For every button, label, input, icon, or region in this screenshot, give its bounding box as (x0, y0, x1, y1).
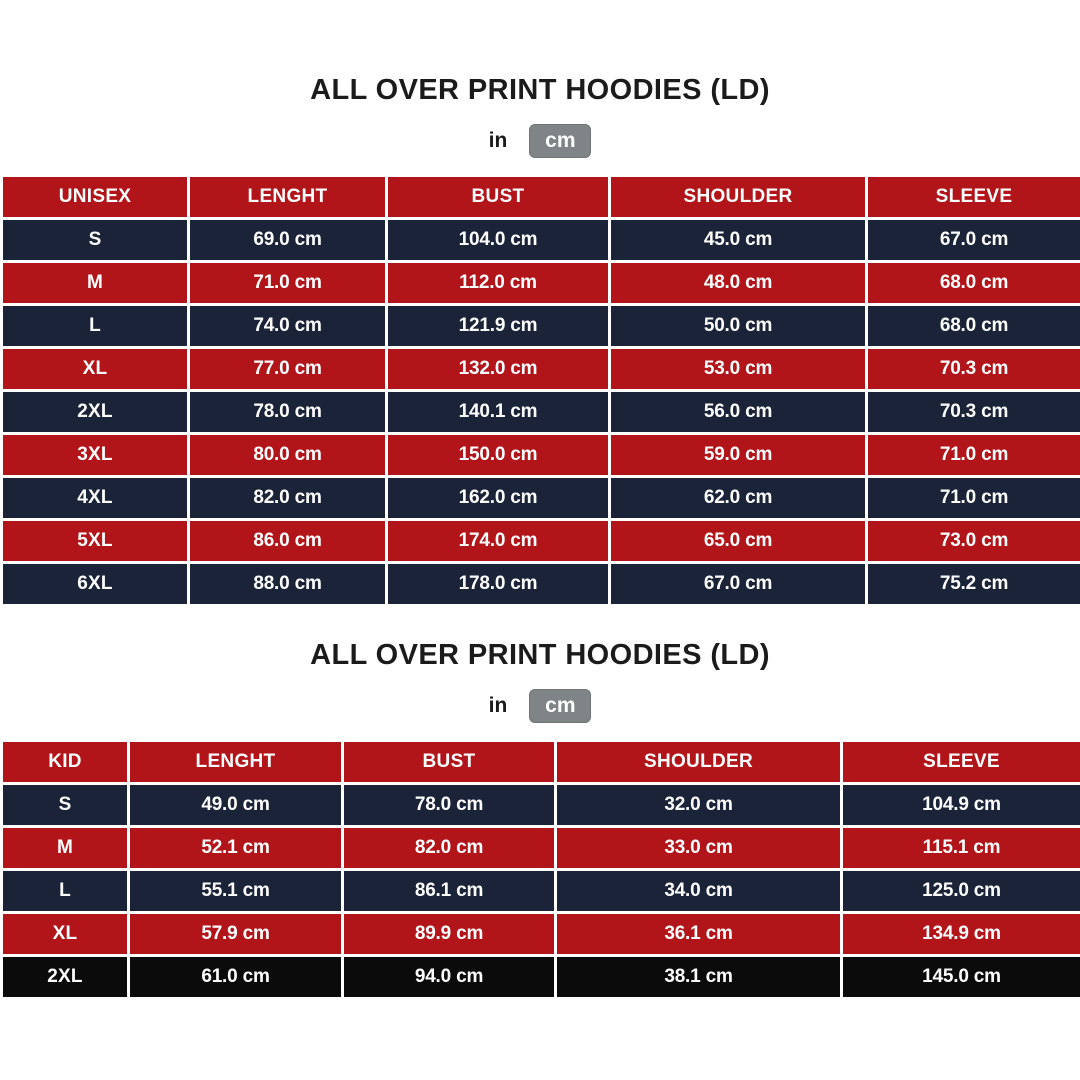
unit-in-option[interactable]: in (488, 694, 508, 717)
size-row-3xl (2, 434, 1080, 477)
measurement-value: 61.0 cm (129, 956, 343, 999)
measurement-value: 132.0 cm (387, 348, 610, 391)
size-label: 5XL (2, 520, 189, 563)
size-label: M (2, 262, 189, 305)
size-row-2xl (2, 391, 1080, 434)
measurement-value: 49.0 cm (129, 784, 343, 827)
size-label: 3XL (2, 434, 189, 477)
kid-size-table (0, 739, 1080, 1000)
measurement-value: 86.1 cm (343, 870, 556, 913)
measurement-value: 59.0 cm (610, 434, 867, 477)
size-label: 2XL (2, 956, 129, 999)
measurement-value: 52.1 cm (129, 827, 343, 870)
measurement-value: 33.0 cm (556, 827, 842, 870)
unit-in-option[interactable]: in (488, 129, 508, 152)
measurement-value: 115.1 cm (842, 827, 1080, 870)
column-header-sleeve: SLEEVE (842, 741, 1080, 784)
measurement-value: 150.0 cm (387, 434, 610, 477)
unit-cm-option[interactable]: cm (529, 124, 591, 158)
size-label: 2XL (2, 391, 189, 434)
measurement-value: 121.9 cm (387, 305, 610, 348)
size-label: M (2, 827, 129, 870)
measurement-value: 125.0 cm (842, 870, 1080, 913)
measurement-value: 75.2 cm (867, 563, 1080, 606)
size-row-m (2, 827, 1080, 870)
size-label: XL (2, 348, 189, 391)
section-title: ALL OVER PRINT HOODIES (LD) (310, 74, 770, 106)
measurement-value: 104.0 cm (387, 219, 610, 262)
measurement-value: 89.9 cm (343, 913, 556, 956)
measurement-value: 140.1 cm (387, 391, 610, 434)
measurement-value: 68.0 cm (867, 262, 1080, 305)
measurement-value: 68.0 cm (867, 305, 1080, 348)
size-row-xl (2, 913, 1080, 956)
unisex-size-table (0, 174, 1080, 607)
measurement-value: 77.0 cm (189, 348, 387, 391)
unit-toggle (0, 124, 1080, 158)
size-row-xl (2, 348, 1080, 391)
unit-cm-option[interactable]: cm (529, 689, 591, 723)
size-row-2xl (2, 956, 1080, 999)
column-header-lenght: LENGHT (189, 176, 387, 219)
measurement-value: 78.0 cm (343, 784, 556, 827)
measurement-value: 65.0 cm (610, 520, 867, 563)
kid-size-chart-section (0, 639, 1080, 1000)
column-header-shoulder: SHOULDER (556, 741, 842, 784)
size-row-s (2, 219, 1080, 262)
measurement-value: 71.0 cm (867, 434, 1080, 477)
measurement-value: 45.0 cm (610, 219, 867, 262)
size-label: S (2, 219, 189, 262)
section-title: ALL OVER PRINT HOODIES (LD) (310, 639, 770, 671)
size-label: 4XL (2, 477, 189, 520)
size-row-6xl (2, 563, 1080, 606)
size-row-s (2, 784, 1080, 827)
size-label: 6XL (2, 563, 189, 606)
column-header-unisex: UNISEX (2, 176, 189, 219)
measurement-value: 162.0 cm (387, 477, 610, 520)
unit-toggle (0, 689, 1080, 723)
measurement-value: 57.9 cm (129, 913, 343, 956)
measurement-value: 55.1 cm (129, 870, 343, 913)
measurement-value: 174.0 cm (387, 520, 610, 563)
measurement-value: 71.0 cm (189, 262, 387, 305)
size-row-5xl (2, 520, 1080, 563)
measurement-value: 112.0 cm (387, 262, 610, 305)
measurement-value: 78.0 cm (189, 391, 387, 434)
size-row-m (2, 262, 1080, 305)
size-row-l (2, 870, 1080, 913)
measurement-value: 67.0 cm (867, 219, 1080, 262)
measurement-value: 145.0 cm (842, 956, 1080, 999)
measurement-value: 56.0 cm (610, 391, 867, 434)
header-row (2, 741, 1080, 784)
unisex-size-chart-section (0, 74, 1080, 607)
size-label: XL (2, 913, 129, 956)
measurement-value: 53.0 cm (610, 348, 867, 391)
measurement-value: 71.0 cm (867, 477, 1080, 520)
size-label: L (2, 305, 189, 348)
size-row-4xl (2, 477, 1080, 520)
header-row (2, 176, 1080, 219)
measurement-value: 69.0 cm (189, 219, 387, 262)
measurement-value: 94.0 cm (343, 956, 556, 999)
measurement-value: 70.3 cm (867, 391, 1080, 434)
measurement-value: 36.1 cm (556, 913, 842, 956)
column-header-shoulder: SHOULDER (610, 176, 867, 219)
measurement-value: 34.0 cm (556, 870, 842, 913)
column-header-bust: BUST (387, 176, 610, 219)
column-header-lenght: LENGHT (129, 741, 343, 784)
measurement-value: 80.0 cm (189, 434, 387, 477)
measurement-value: 62.0 cm (610, 477, 867, 520)
measurement-value: 38.1 cm (556, 956, 842, 999)
measurement-value: 48.0 cm (610, 262, 867, 305)
measurement-value: 82.0 cm (189, 477, 387, 520)
measurement-value: 104.9 cm (842, 784, 1080, 827)
measurement-value: 74.0 cm (189, 305, 387, 348)
measurement-value: 50.0 cm (610, 305, 867, 348)
measurement-value: 70.3 cm (867, 348, 1080, 391)
size-row-l (2, 305, 1080, 348)
measurement-value: 82.0 cm (343, 827, 556, 870)
column-header-sleeve: SLEEVE (867, 176, 1080, 219)
measurement-value: 134.9 cm (842, 913, 1080, 956)
measurement-value: 178.0 cm (387, 563, 610, 606)
measurement-value: 88.0 cm (189, 563, 387, 606)
size-label: L (2, 870, 129, 913)
size-label: S (2, 784, 129, 827)
measurement-value: 86.0 cm (189, 520, 387, 563)
measurement-value: 73.0 cm (867, 520, 1080, 563)
measurement-value: 32.0 cm (556, 784, 842, 827)
column-header-kid: KID (2, 741, 129, 784)
column-header-bust: BUST (343, 741, 556, 784)
measurement-value: 67.0 cm (610, 563, 867, 606)
